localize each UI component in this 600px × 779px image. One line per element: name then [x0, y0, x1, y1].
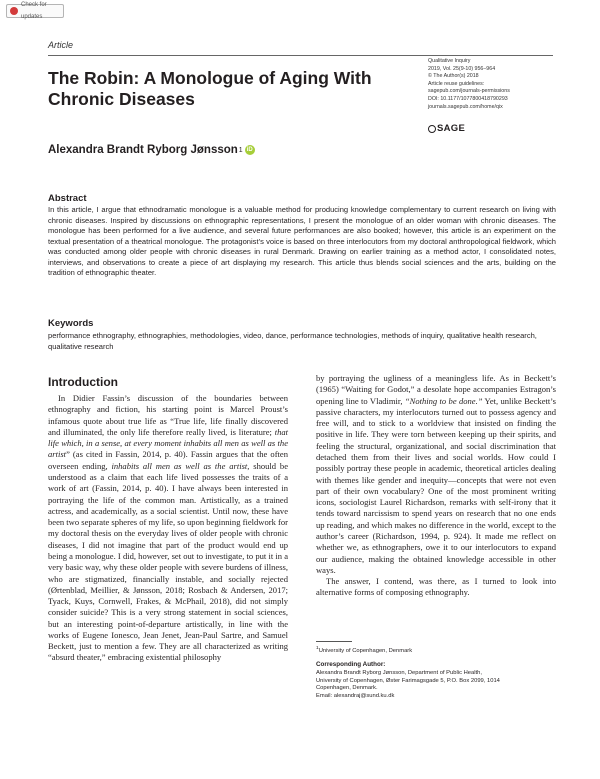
body-text: , should be understood as a claim that each life lived possesses the traits of a work of art (Fassin, 2014, p. 40). I have always been interested in portraying the life of the common man. Artistically, as a trained actress, and academically, as a social scientist. Until now, these have been two separate spheres of my life, so upon beginning fieldwork for my doctoral thesis on the everyday lives of older people with chronic diseases, I did not imagine that part of the product would end up being a monologue. I did, however, set out to investigate, to put it in a very basic way, why these older people with severe burdens of illness, who are stigmatized, financially instable, and socially rejected (Ørtenblad, Meillier, & Jønsson, 2018; Rosbach & Andersen, 2017; Tyack, Kuys, Cornwell, Frakes, & McPhail, 2018), did not simply consider suicide? This is a very strong statement in social sciences, but an interesting point-of-departure artistically, in line with the works of Eugene Ionesco, Jean Jenet, Jean-Paul Sartre, and Samuel Beckett, just to mention a few. They are all characterized as writing “absurd theater,” embracing existential philosophy	[48, 460, 289, 663]
journal-meta	[428, 58, 558, 111]
corr-address: Copenhagen, Denmark.	[316, 685, 378, 692]
journal-citation: 2019, Vol. 25(9-10) 956–964	[428, 65, 496, 72]
corresponding-author-heading: Corresponding Author:	[316, 661, 386, 668]
orcid-icon[interactable]: iD	[246, 147, 253, 153]
body-text: In Didier Fassin’s discussion of the boundaries between ethnography and fiction, his starting point is Marcel Proust’s infamous quote about true life as “True life, life finally discovered and illuminated, the only life therefore really lived, is literature;	[48, 393, 288, 437]
footnote-divider	[316, 641, 352, 642]
doi-link[interactable]: DOI: 10.1177/1077800418790293	[428, 95, 508, 102]
introduction-heading: Introduction	[48, 375, 118, 389]
reuse-link[interactable]: sagepub.com/journals-permissions	[428, 88, 510, 95]
body-text-italic: “Nothing to be done.”	[404, 395, 483, 406]
page-title: The Robin: A Monologue of Aging With Chronic Diseases	[48, 68, 372, 109]
corresponding-author-details	[316, 670, 556, 700]
publisher-name: SAGE	[437, 123, 466, 134]
body-text-italic: inhabits all men as well as the artist	[111, 460, 248, 471]
corr-name: Alexandra Brandt Ryborg Jønsson, Department of Public Health,	[316, 670, 482, 676]
corr-address: University of Copenhagen, Øster Farimagsgade 5, P.O. Box 2099, 1014	[316, 677, 500, 684]
body-column-left	[48, 393, 288, 664]
affiliation-text: University of Copenhagen, Denmark	[318, 647, 413, 654]
update-check-icon	[10, 7, 18, 15]
publisher-logo	[428, 123, 465, 134]
body-column-right	[316, 373, 556, 599]
keywords-text: performance ethnography, ethnographies, methodologies, video, dance, performance technologies, methods of inquiry, qualitative health research, qualitative research	[48, 331, 537, 351]
journal-site-link[interactable]: journals.sagepub.com/home/qix	[428, 103, 503, 110]
abstract-heading: Abstract	[48, 193, 87, 204]
body-text: ” (as cited in Fassin, 2014, p. 40). Fassin argues that the often overseen ending,	[48, 449, 288, 471]
affiliation-footnote	[316, 645, 556, 656]
article-type-label: Article	[48, 40, 74, 50]
author-name: Alexandra Brandt Ryborg Jønsson	[48, 144, 238, 156]
check-for-updates-badge[interactable]	[6, 4, 64, 18]
body-text: by portraying the ugliness of a meaningless life. As in Beckett’s (1965) “Waiting for Godot,” a desolate hope accompanies Estragon’s opening line to Vladimir,	[316, 373, 556, 406]
journal-name: Qualitative Inquiry	[428, 58, 471, 64]
reuse-label: Article reuse guidelines:	[428, 80, 485, 87]
copyright: © The Author(s) 2018	[428, 73, 479, 80]
header-divider	[48, 55, 553, 56]
check-for-updates-label: Check for updates	[21, 2, 47, 20]
body-paragraph: The answer, I contend, was there, as I turned to look into alternative forms of composing ethnography.	[316, 576, 556, 598]
author-line	[48, 144, 255, 156]
affiliation-mark: 1	[316, 646, 319, 651]
sage-logo-icon	[428, 125, 436, 133]
body-paragraph	[316, 373, 556, 576]
keywords-heading: Keywords	[48, 318, 94, 329]
body-text: Yet, unlike Beckett’s passive characters, my interlocutors turned out to possess agency and free will, and to stick to a worldview that insisted on finding the positive in life. They were torn between keeping up their spirits, and feeling the structural, organizational, and social discrimination that detached them from their lives and social worlds. How could I possibly portray these people in academic, theoretical articles dealing with themes like gender and inequity—concepts that were not even part of their own vocabulary? One of the most prominent writing icons, sociologist Laurel Richardson, remarks with self-irony that it tends toward narcissism to spend years on research that no one ends up reading, and which makes no difference in the world, except to the author’s career (Richardson, 1994, p. 924). It made me reflect on whether we, as ethnographers, owe it to our interlocutors to expand our audience, making the obtained knowledge accessible in other ways.	[316, 395, 557, 575]
abstract-text: In this article, I argue that ethnodramatic monologue is a valuable method for producing knowledge complementary to current research on living with chronic diseases. Inspired by discussions on ethnographic representations, I present the monologue of an older woman with chronic diseases. The monologue has been performed for a live audience, and several future performances are also booked; however, this article is an experiment on the textual presentation of a theatrical monologue. The protagonist’s voice is based on three interlocutors from my doctoral anthropological fieldwork, which was conducted among older people with chronic diseases in rural Denmark. Drawing on earlier training as a method actor, I consolidated notes, interviews, and observations to create a piece of art displaying my research. This article thus blends social sciences and the arts, building on the tradition of ethnographic theater.	[48, 205, 556, 277]
body-text-italic: that life which, in a sense, at every moment inhabits all men as well as the artist	[48, 426, 288, 460]
corr-email-link[interactable]: Email: alexandraj@sund.ku.dk	[316, 692, 395, 699]
author-affiliation-mark: 1	[238, 146, 243, 154]
